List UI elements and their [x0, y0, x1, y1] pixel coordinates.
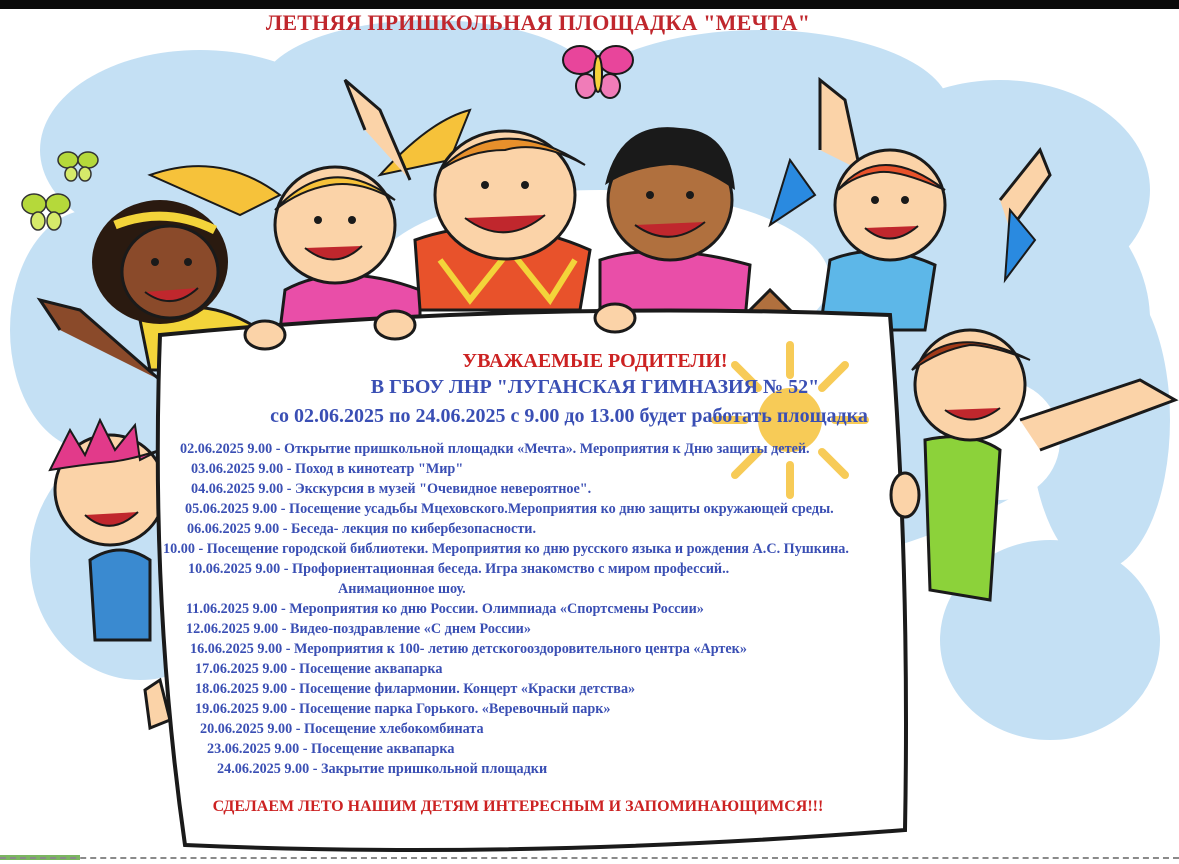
- schedule-item: 24.06.2025 9.00 - Закрытие пришкольной площадки: [217, 761, 548, 777]
- schedule-item: 06.06.2025 9.00 - Беседа- лекция по кибербезопасности.: [187, 521, 537, 537]
- schedule-item: 19.06.2025 9.00 - Посещение парка Горького. «Веревочный парк»: [195, 701, 611, 717]
- schedule-item: 02.06.2025 9.00 - Открытие пришкольной площадки «Мечта». Мероприятия к Дню защиты детей.: [180, 441, 810, 457]
- greeting-heading: УВАЖАЕМЫЕ РОДИТЕЛИ!: [462, 350, 728, 372]
- page-title: ЛЕТНЯЯ ПРИШКОЛЬНАЯ ПЛОЩАДКА "МЕЧТА": [265, 10, 811, 35]
- schedule-item: 12.06.2025 9.00 - Видео-поздравление «С днем России»: [186, 621, 531, 637]
- schedule-item: 10.06.2025 9.00 - Профориентационная беседа. Игра знакомство с миром профессий..: [188, 561, 730, 577]
- schedule-item: 05.06.2025 9.00 - Посещение усадьбы Мцеховского.Мероприятия ко дню защиты окружающей среды.: [185, 501, 834, 517]
- schedule-item: 10.00 - Посещение городской библиотеки. Мероприятия ко дню русского языка и рождения А.С. Пушкина.: [163, 541, 849, 557]
- schedule-item: 18.06.2025 9.00 - Посещение филармонии. Концерт «Краски детства»: [195, 681, 636, 697]
- schedule-item: 03.06.2025 9.00 - Поход в кинотеатр "Мир": [191, 461, 464, 477]
- schedule-item: 16.06.2025 9.00 - Мероприятия к 100- летию детскогооздоровительного центра «Артек»: [190, 641, 747, 657]
- schedule-item: 04.06.2025 9.00 - Экскурсия в музей "Очевидное невероятное".: [191, 481, 592, 497]
- footer-slogan: СДЕЛАЕМ ЛЕТО НАШИМ ДЕТЯМ ИНТЕРЕСНЫМ И ЗАПОМИНАЮЩИМСЯ!!!: [212, 798, 824, 815]
- schedule-item: Анимационное шоу.: [338, 581, 466, 597]
- bottom-divider: [0, 857, 1179, 859]
- schedule-item: 17.06.2025 9.00 - Посещение аквапарка: [195, 661, 443, 677]
- dates-heading: со 02.06.2025 по 24.06.2025 с 9.00 до 13.00 будет работать площадка: [270, 405, 868, 427]
- schedule-item: 20.06.2025 9.00 - Посещение хлебокомбината: [200, 721, 484, 737]
- schedule-item: 23.06.2025 9.00 - Посещение аквапарка: [207, 741, 455, 757]
- school-heading: В ГБОУ ЛНР "ЛУГАНСКАЯ ГИМНАЗИЯ № 52": [370, 376, 820, 398]
- schedule-item: 11.06.2025 9.00 - Мероприятия ко дню России. Олимпиада «Спортсмены России»: [186, 601, 704, 617]
